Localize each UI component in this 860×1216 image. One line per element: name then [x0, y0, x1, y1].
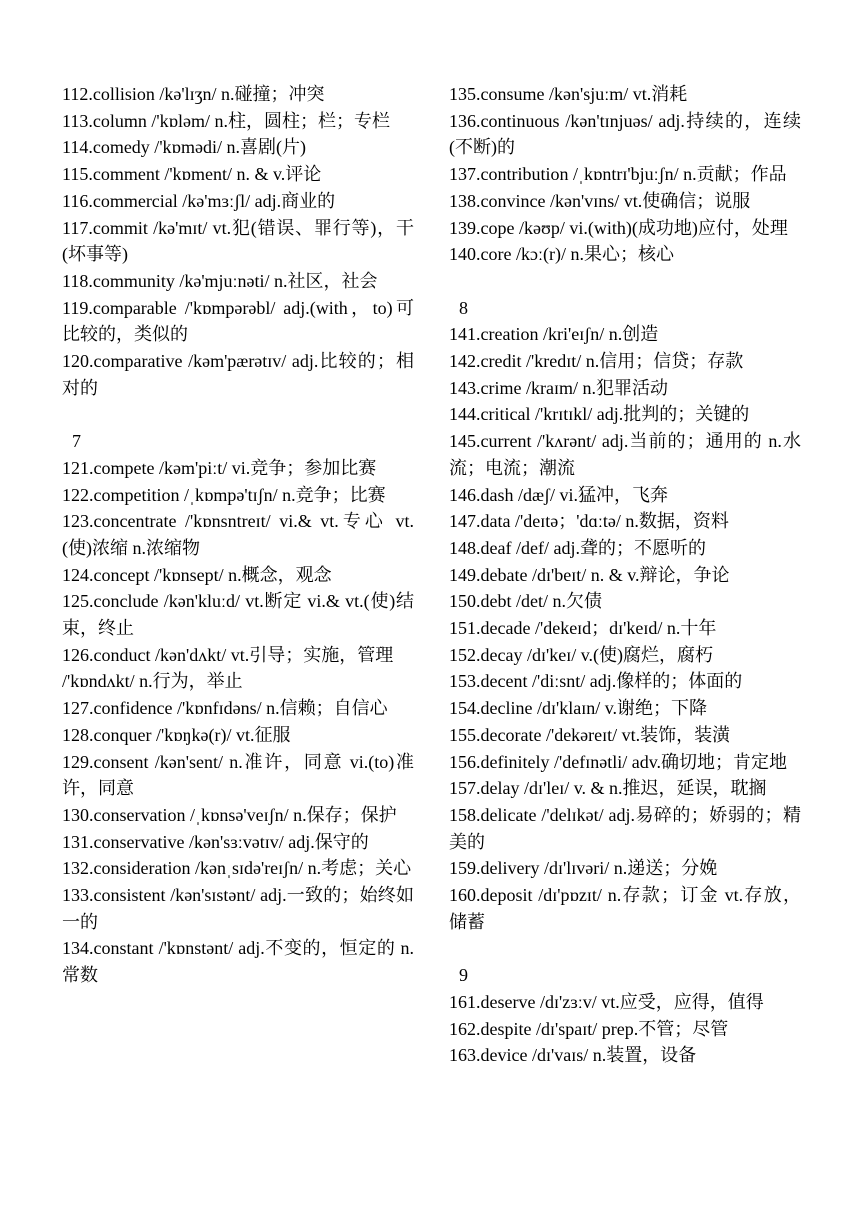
vocab-entry: 141.creation /kri'eɪʃn/ n.创造 — [449, 324, 659, 345]
vocab-entry: 146.dash /dæʃ/ vi.猛冲，飞奔 — [449, 484, 668, 505]
vocab-entry: 117.commit /kə'mɪt/ vt.犯(错误、罪行等)，干(坏事等) — [62, 217, 414, 265]
vocab-entry: 158.delicate /'delɪkət/ adj.易碎的；娇弱的；精美的 — [449, 804, 801, 852]
vocab-entry: 138.convince /kən'vɪns/ vt.使确信；说服 — [449, 190, 751, 211]
vocab-entry: 136.continuous /kən'tɪnjuəs/ adj.持续的，连续(不断)的 — [449, 110, 801, 158]
vocab-entry: 147.data /'deɪtə；'dɑːtə/ n.数据，资料 — [449, 511, 729, 532]
vocab-entry: 114.comedy /'kɒmədi/ n.喜剧(片) — [62, 137, 306, 158]
vocab-entry: 160.deposit /dɪ'pɒzɪt/ n.存款；订金 vt.存放，储蓄 — [449, 885, 801, 932]
vocab-entry: 130.conservation /ˌkɒnsə'veɪʃn/ n.保存；保护 — [62, 804, 397, 825]
vocab-entry: 157.delay /dɪ'leɪ/ v. & n.推迟，延误，耽搁 — [449, 778, 767, 799]
vocab-entry: 124.concept /'kɒnsept/ n.概念，观念 — [62, 564, 332, 585]
vocab-entry: 128.conquer /'kɒŋkə(r)/ vt.征服 — [62, 724, 291, 745]
section-number: 8 — [459, 297, 468, 318]
vocab-entry: 122.competition /ˌkɒmpə'tɪʃn/ n.竞争；比赛 — [62, 484, 386, 505]
vocab-entry: 148.deaf /def/ adj.聋的；不愿听的 — [449, 537, 706, 558]
vocab-entry: 115.comment /'kɒment/ n. & v.评论 — [62, 164, 322, 185]
vocab-entry: 162.despite /dɪ'spaɪt/ prep.不管；尽管 — [449, 1018, 729, 1039]
vocab-entry: 151.decade /'dekeɪd；dɪ'keɪd/ n.十年 — [449, 618, 717, 639]
vocab-entry: 116.commercial /kə'mɜːʃl/ adj.商业的 — [62, 190, 336, 211]
vocab-entry: 144.critical /'krɪtɪkl/ adj.批判的；关键的 — [449, 404, 750, 425]
vocab-entry: 159.delivery /dɪ'lɪvəri/ n.递送；分娩 — [449, 858, 718, 879]
vocab-entry: 113.column /'kɒləm/ n.柱，圆柱；栏；专栏 — [62, 110, 390, 131]
vocab-entry: 153.decent /'diːsnt/ adj.像样的；体面的 — [449, 671, 743, 692]
vocab-entry: 132.consideration /kənˌsɪdə'reɪʃn/ n.考虑；关心 — [62, 858, 412, 879]
vocab-entry: 129.consent /kən'sent/ n.准许，同意 vi.(to)准许，同意 — [62, 751, 414, 799]
vocab-entry: /'kɒndʌkt/ n.行为，举止 — [62, 671, 243, 692]
vocab-entry: 112.collision /kə'lɪʒn/ n.碰撞；冲突 — [62, 84, 325, 104]
vocab-entry: 131.conservative /kən'sɜːvətɪv/ adj.保守的 — [62, 831, 369, 852]
vocab-entry: 152.decay /dɪ'keɪ/ v.(使)腐烂，腐朽 — [449, 644, 714, 665]
vocab-entry: 137.contribution /ˌkɒntrɪ'bjuːʃn/ n.贡献；作品 — [449, 164, 787, 185]
vocab-entry: 121.compete /kəm'piːt/ vi.竞争；参加比赛 — [62, 457, 377, 478]
vocab-entry: 126.conduct /kən'dʌkt/ vt.引导；实施，管理 — [62, 644, 394, 665]
vocab-entry: 161.deserve /dɪ'zɜːv/ vt.应受，应得，值得 — [449, 991, 764, 1012]
vocab-entry: 127.confidence /'kɒnfɪdəns/ n.信赖；自信心 — [62, 698, 388, 719]
vocab-entry: 143.crime /kraɪm/ n.犯罪活动 — [449, 377, 668, 398]
vocab-entry: 123.concentrate /'kɒnsntreɪt/ vi.& vt.专心 vt.(使)浓缩 n.浓缩物 — [62, 511, 414, 558]
vocab-entry: 156.definitely /'defɪnətli/ adv.确切地；肯定地 — [449, 751, 788, 772]
vocab-entry: 142.credit /'kredɪt/ n.信用；信贷；存款 — [449, 351, 744, 372]
vocab-entry: 139.cope /kəʊp/ vi.(with)(成功地)应付，处理 — [449, 217, 788, 238]
vocab-entry: 133.consistent /kən'sɪstənt/ adj.一致的；始终如一的 — [62, 885, 414, 932]
vocab-entry: 163.device /dɪ'vaɪs/ n.装置，设备 — [449, 1045, 697, 1066]
vocab-entry: 118.community /kə'mjuːnəti/ n.社区，社会 — [62, 270, 378, 291]
vocab-entry: 145.current /'kʌrənt/ adj.当前的；通用的 n.水流；电流；潮流 — [449, 431, 801, 478]
vocab-entry: 134.constant /'kɒnstənt/ adj.不变的，恒定的 n.常数 — [62, 938, 414, 986]
vocab-entry: 154.decline /dɪ'klaɪn/ v.谢绝；下降 — [449, 698, 708, 719]
vocab-entry: 155.decorate /'dekəreɪt/ vt.装饰，装潢 — [449, 724, 731, 745]
vocab-entry: 119.comparable /'kɒmpərəbl/ adj.(with，to)可比较的，类似的 — [62, 297, 414, 345]
section-number: 7 — [72, 431, 81, 452]
vocab-entry: 125.conclude /kən'kluːd/ vt.断定 vi.& vt.(使)结束，终止 — [62, 591, 414, 639]
vocab-entry: 149.debate /dɪ'beɪt/ n. & v.辩论，争论 — [449, 564, 730, 585]
vocab-entry: 140.core /kɔː(r)/ n.果心；核心 — [449, 244, 674, 265]
vocab-entry: 120.comparative /kəm'pærətɪv/ adj.比较的；相对的 — [62, 351, 414, 398]
vocab-entry: 135.consume /kən'sjuːm/ vt.消耗 — [449, 84, 688, 104]
section-number: 9 — [459, 965, 468, 986]
right-column — [449, 81, 801, 1069]
vocab-entry: 150.debt /det/ n.欠债 — [449, 591, 602, 612]
left-column — [62, 81, 414, 989]
